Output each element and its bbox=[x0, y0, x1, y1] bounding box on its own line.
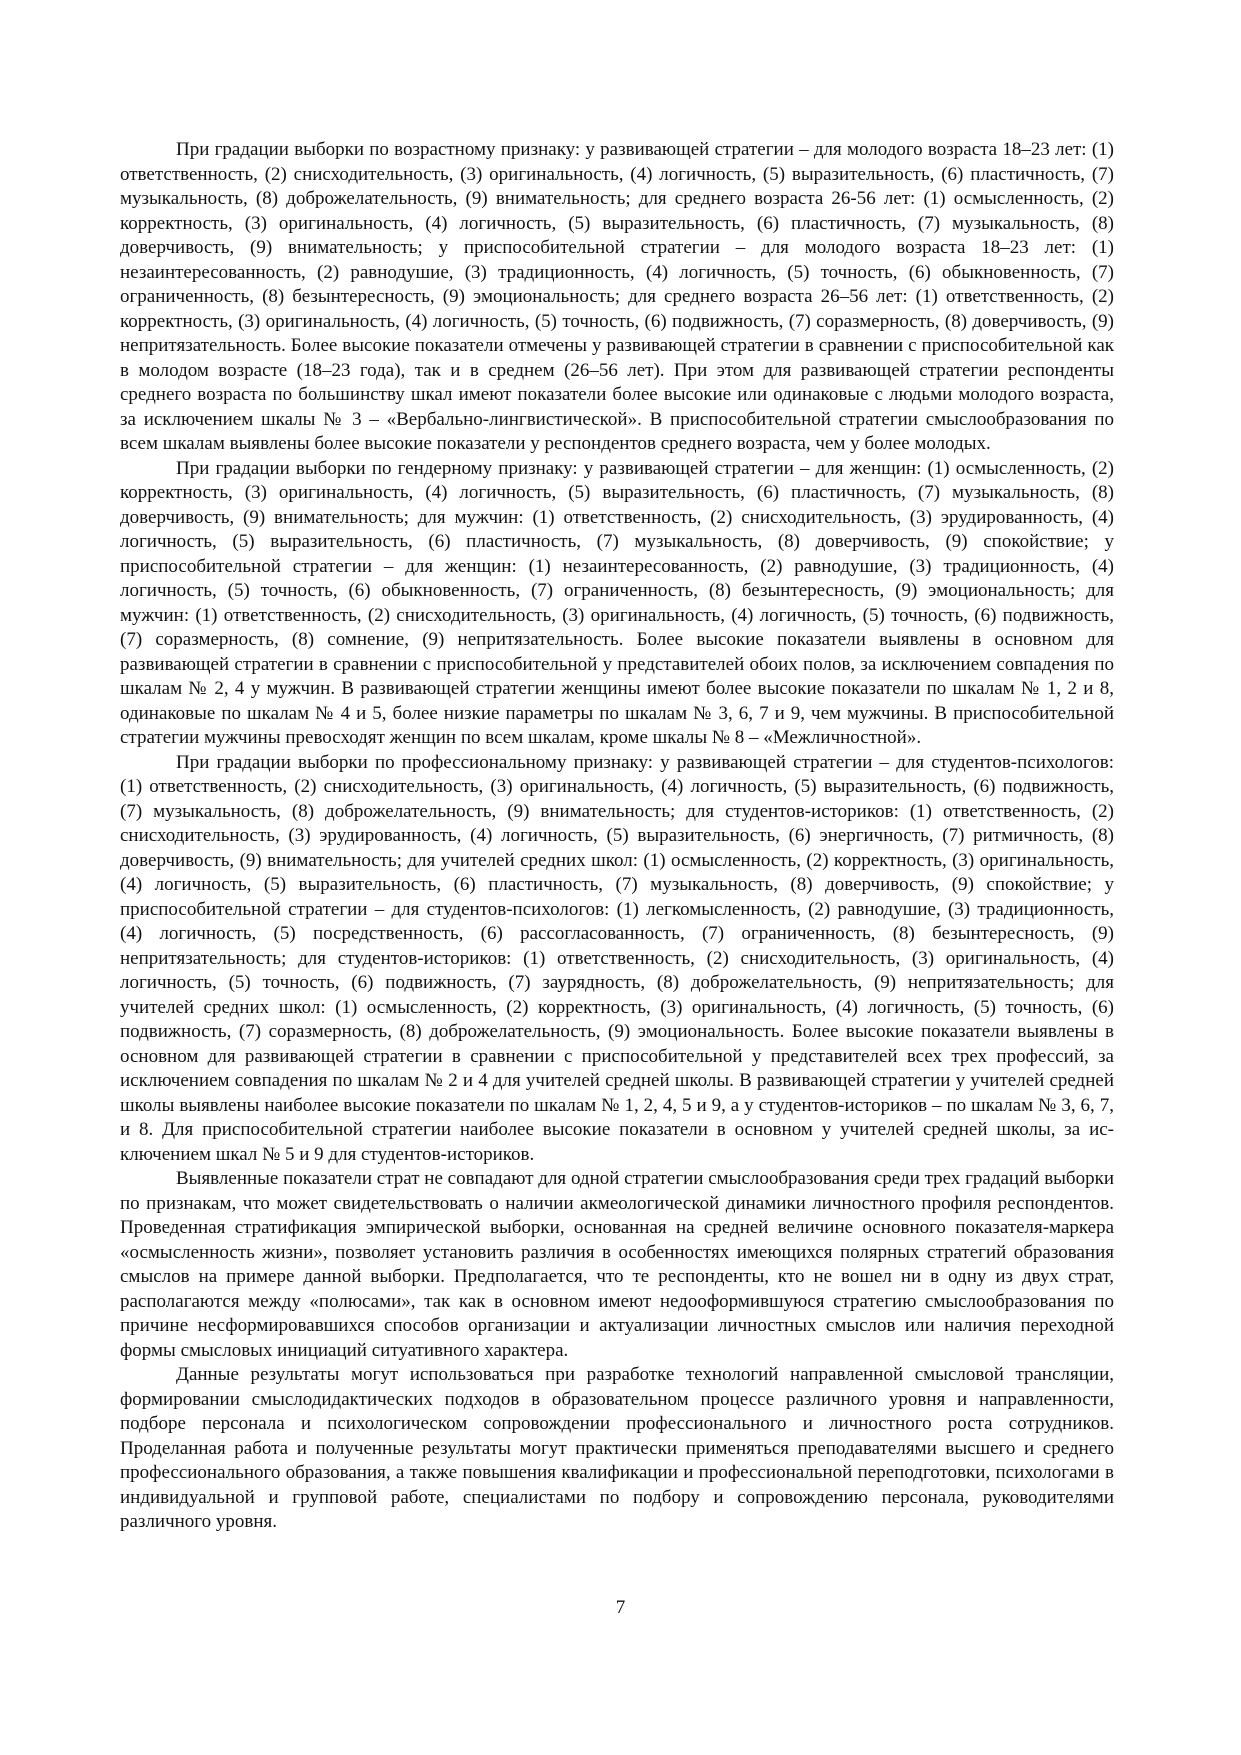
paragraph-strata: Выявленные показатели страт не совпадают для одной стратегии смыслообразования среди трех градаций выборки по признакам, что может свидетельствовать о наличии акмеологической динамики личностного профиля респондентов. Проведенная стратификация эмпирической выборки, основанная на средней величине основного показателя-маркера «осмысленность жизни», позволяет установить различия в особенностях имеющихся полярных стратегий образования смыслов на примере данной выборки. Предполагается, что те респонденты, кто не вошел ни в одну из двух страт, располагаются между «полюсами», так как в основном имеют недооформившуюся стратегию смыслообразования по причине несформировавшихся способов организации и актуализации личностных смыслов или наличия переходной формы смысловых инициаций ситуативного характера. bbox=[120, 1168, 1114, 1361]
paragraph-application: Данные результаты могут использоваться при разработке технологий направленной смысловой трансляции, формировании смыслодидактических подходов в образовательном процессе различного уровня и направленности, подборе персонала и психологическом сопровождении профессионального и личностного роста сотрудников. Проделанная работа и полученные результаты могут практически применяться преподавателями высшего и среднего профессионального образования, а также повышения квалификации и профессиональной переподготовки, психологами в индивидуальной и групповой работе, специалистами по подбору и сопровождению персонала, руководителями различного уровня. bbox=[120, 1364, 1114, 1532]
paragraph-age: При градации выборки по возрастному признаку: у развивающей стратегии – для молодого возраста 18–23 лет: (1) ответственность, (2) снисходительность, (3) оригинальность, (4) логичность, (5) выразительность, (6) пластичность, (7) музыкальность, (8) доброжелательность, (9) внимательность; для среднего возраста 26-56 лет: (1) осмысленность, (2) корректность, (3) оригинальность, (4) логичность, (5) выразительность, (6) пластичность, (7) музыкальность, (8) доверчивость, (9) внимательность; у приспособительной стратегии – для молодого возраста 18–23 лет: (1) незаинтересованность, (2) равнодушие, (3) традиционность, (4) логичность, (5) точность, (6) обыкновенность, (7) ограниченность, (8) безынтересность, (9) эмоциональность; для среднего возраста 26–56 лет: (1) ответственность, (2) корректность, (3) оригинальность, (4) логичность, (5) точность, (6) подвижность, (7) соразмерность, (8) доверчивость, (9) непритязательность. Более высокие показатели отмечены у развивающей стратегии в сравнении с приспособительной как в молодом возрасте (18–23 года), так и в среднем (26–56 лет). При этом для развивающей стратегии респонденты среднего возраста по большинству шкал имеют показатели более высокие или одинаковые с людьми молодого возраста, за исключением шкалы № 3 – «Вербально-лингвистической». В приспособительной стратегии смыслообразования по всем шкалам выявлены более высокие показатели у респондентов среднего возраста, чем у более молодых. bbox=[120, 139, 1114, 454]
document-body bbox=[120, 138, 1114, 1535]
page-number: 7 bbox=[615, 1597, 626, 1618]
paragraph-gender: При градации выборки по гендерному признаку: у развивающей стратегии – для женщин: (1) осмысленность, (2) корректность, (3) оригинальность, (4) логичность, (5) выразительность, (6) пластичность, (7) музыкальность, (8) доверчивость, (9) внимательность; для мужчин: (1) ответственность, (2) снисходительность, (3) эрудированность, (4) логичность, (5) выразительность, (6) пластичность, (7) музыкальность, (8) доверчивость, (9) спокойствие; у приспособительной стратегии – для женщин: (1) незаинтересованность, (2) равнодушие, (3) традиционность, (4) логичность, (5) точность, (6) обыкновенность, (7) ограниченность, (8) безынтересность, (9) эмоциональность; для мужчин: (1) ответственность, (2) снисходительность, (3) оригинальность, (4) логичность, (5) точность, (6) подвижность, (7) соразмерность, (8) сомнение, (9) непритязательность. Более высокие показатели выявлены в основном для развивающей стратегии в сравнении с приспособительной у представителей обоих полов, за исключением совпадения по шкалам № 2, 4 у мужчин. В развивающей стратегии женщины имеют более высокие показатели по шкалам № 1, 2 и 8, одинаковые по шкалам № 4 и 5, более низкие параметры по шкалам № 3, 6, 7 и 9, чем мужчины. В приспособительной стратегии мужчины превосходят женщин по всем шкалам, кроме шкалы № 8 – «Межличностной». bbox=[120, 457, 1114, 748]
paragraph-profession: При градации выборки по профессиональному признаку: у развивающей стратегии – для студентов-психологов: (1) ответственность, (2) снисходительность, (3) оригинальность, (4) логичность, (5) выразительность, (6) подвижность, (7) музыкальность, (8) доброжелательность, (9) внимательность; для студентов-историков: (1) ответственность, (2) снисходительность, (3) эрудированность, (4) логичность, (5) выразительность, (6) энергичность, (7) ритмичность, (8) доверчивость, (9) внимательность; для учителей средних школ: (1) осмысленность, (2) корректность, (3) оригинальность, (4) логичность, (5) выразительность, (6) пластичность, (7) музыкальность, (8) доверчивость, (9) спокойствие; у приспособительной стратегии – для студентов-психологов: (1) легкомысленность, (2) равнодушие, (3) традиционность, (4) логичность, (5) посредственность, (6) рассогласованность, (7) ограниченность, (8) безынтересность, (9) непритязательность; для студентов-историков: (1) ответственность, (2) снисходительность, (3) оригинальность, (4) логичность, (5) точность, (6) подвижность, (7) заурядность, (8) доброжелательность, (9) непритязательность; для учителей средних школ: (1) осмысленность, (2) корректность, (3) оригинальность, (4) логичность, (5) точность, (6) подвижность, (7) соразмерность, (8) доброжелательность, (9) эмоциональность. Более высокие показатели выявлены в основном для развивающей стратегии в сравнении с приспособительной у представителей всех трех профессий, за исключением совпадения по шкалам № 2 и 4 для учителей средней школы. В развивающей стратегии у учителей средней школы выявлены наиболее высокие показатели по шкалам № 1, 2, 4, 5 и 9, а у студентов-историков – по шкалам № 3, 6, 7, и 8. Для приспособительной стратегии наиболее высокие показатели в основном у учителей средней школы, за исключением шкал № 5 и 9 для студентов-историков. bbox=[120, 751, 1114, 1165]
